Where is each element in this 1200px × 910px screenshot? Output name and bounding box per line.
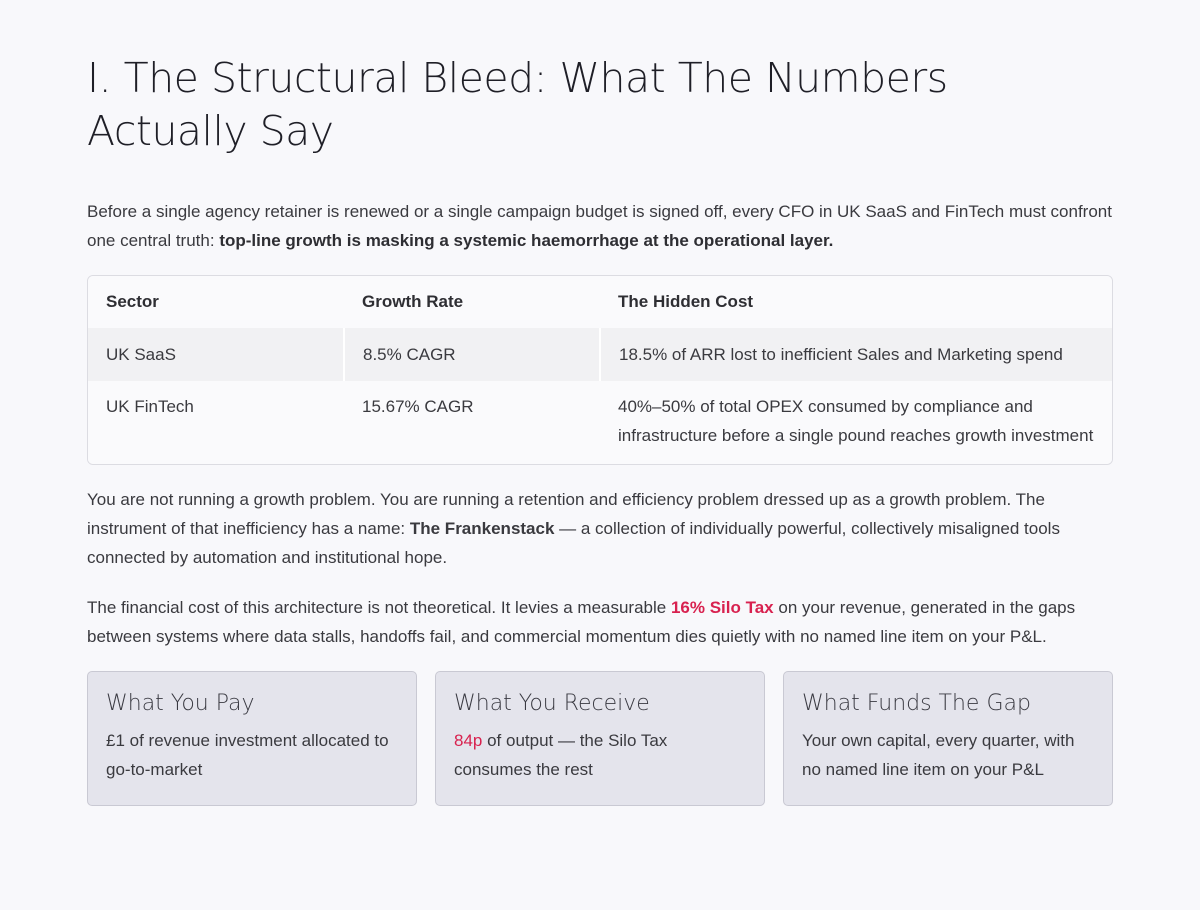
table-row <box>88 328 1112 381</box>
card-what-you-pay <box>87 671 417 806</box>
card-text <box>454 726 746 784</box>
intro-bold-text: top-line growth is masking a systemic haemorrhage at the operational layer. <box>219 231 834 250</box>
header-hidden-cost: The Hidden Cost <box>600 276 1112 328</box>
cell-hidden-cost: 40%–50% of total OPEX consumed by compliance and infrastructure before a single pound reaches growth investment <box>600 381 1112 464</box>
cell-growth-rate: 15.67% CAGR <box>344 381 600 464</box>
card-text <box>802 726 1094 784</box>
para2-after: — a collection of individually powerful, collectively misaligned tools connected by automation and institutional hope. <box>87 519 1060 567</box>
card-text <box>106 726 398 784</box>
card-title: What Funds The Gap <box>802 691 1031 716</box>
table-row <box>88 381 1112 464</box>
card-what-funds-the-gap <box>783 671 1113 806</box>
cell-hidden-cost: 18.5% of ARR lost to inefficient Sales and Marketing spend <box>600 328 1112 381</box>
para2-before: You are not running a growth problem. You are running a retention and efficiency problem dressed up as a growth problem. The instrument of that inefficiency has a name: <box>87 490 1045 538</box>
summary-cards <box>87 671 1113 806</box>
card-text-body: of output — the Silo Tax consumes the rest <box>454 731 668 779</box>
header-sector: Sector <box>88 276 344 328</box>
cell-sector: UK SaaS <box>88 328 344 381</box>
card-title: What You Receive <box>454 691 650 716</box>
card-text-highlight: 84p <box>454 731 483 750</box>
para3-after: on your revenue, generated in the gaps between systems where data stalls, handoffs fail, and commercial momentum dies quietly with no named line item on your P&L. <box>87 598 1076 646</box>
card-what-you-receive <box>435 671 765 806</box>
cell-growth-rate: 8.5% CAGR <box>344 328 600 381</box>
frankenstack-term: The Frankenstack <box>409 519 555 538</box>
section-heading: I. The Structural Bleed: What The Numbers Actually Say <box>87 54 948 155</box>
intro-paragraph <box>87 197 1113 255</box>
article <box>87 0 1113 806</box>
intro-text: Before a single agency retainer is renewed or a single campaign budget is signed off, every CFO in UK SaaS and FinTech must confront one central truth: <box>87 202 1112 250</box>
header-growth-rate: Growth Rate <box>344 276 600 328</box>
table-header-row <box>88 276 1112 328</box>
card-text-body: Your own capital, every quarter, with no named line item on your P&L <box>802 731 1075 779</box>
cell-sector: UK FinTech <box>88 381 344 464</box>
para3-before: The financial cost of this architecture is not theoretical. It levies a measurable <box>87 598 671 617</box>
silo-tax-paragraph <box>87 593 1113 651</box>
card-title: What You Pay <box>106 691 255 716</box>
silo-tax-highlight: 16% Silo Tax <box>670 598 774 617</box>
sector-table <box>87 275 1113 465</box>
card-text-body: £1 of revenue investment allocated to go-to-market <box>106 731 389 779</box>
frankenstack-paragraph <box>87 485 1113 572</box>
